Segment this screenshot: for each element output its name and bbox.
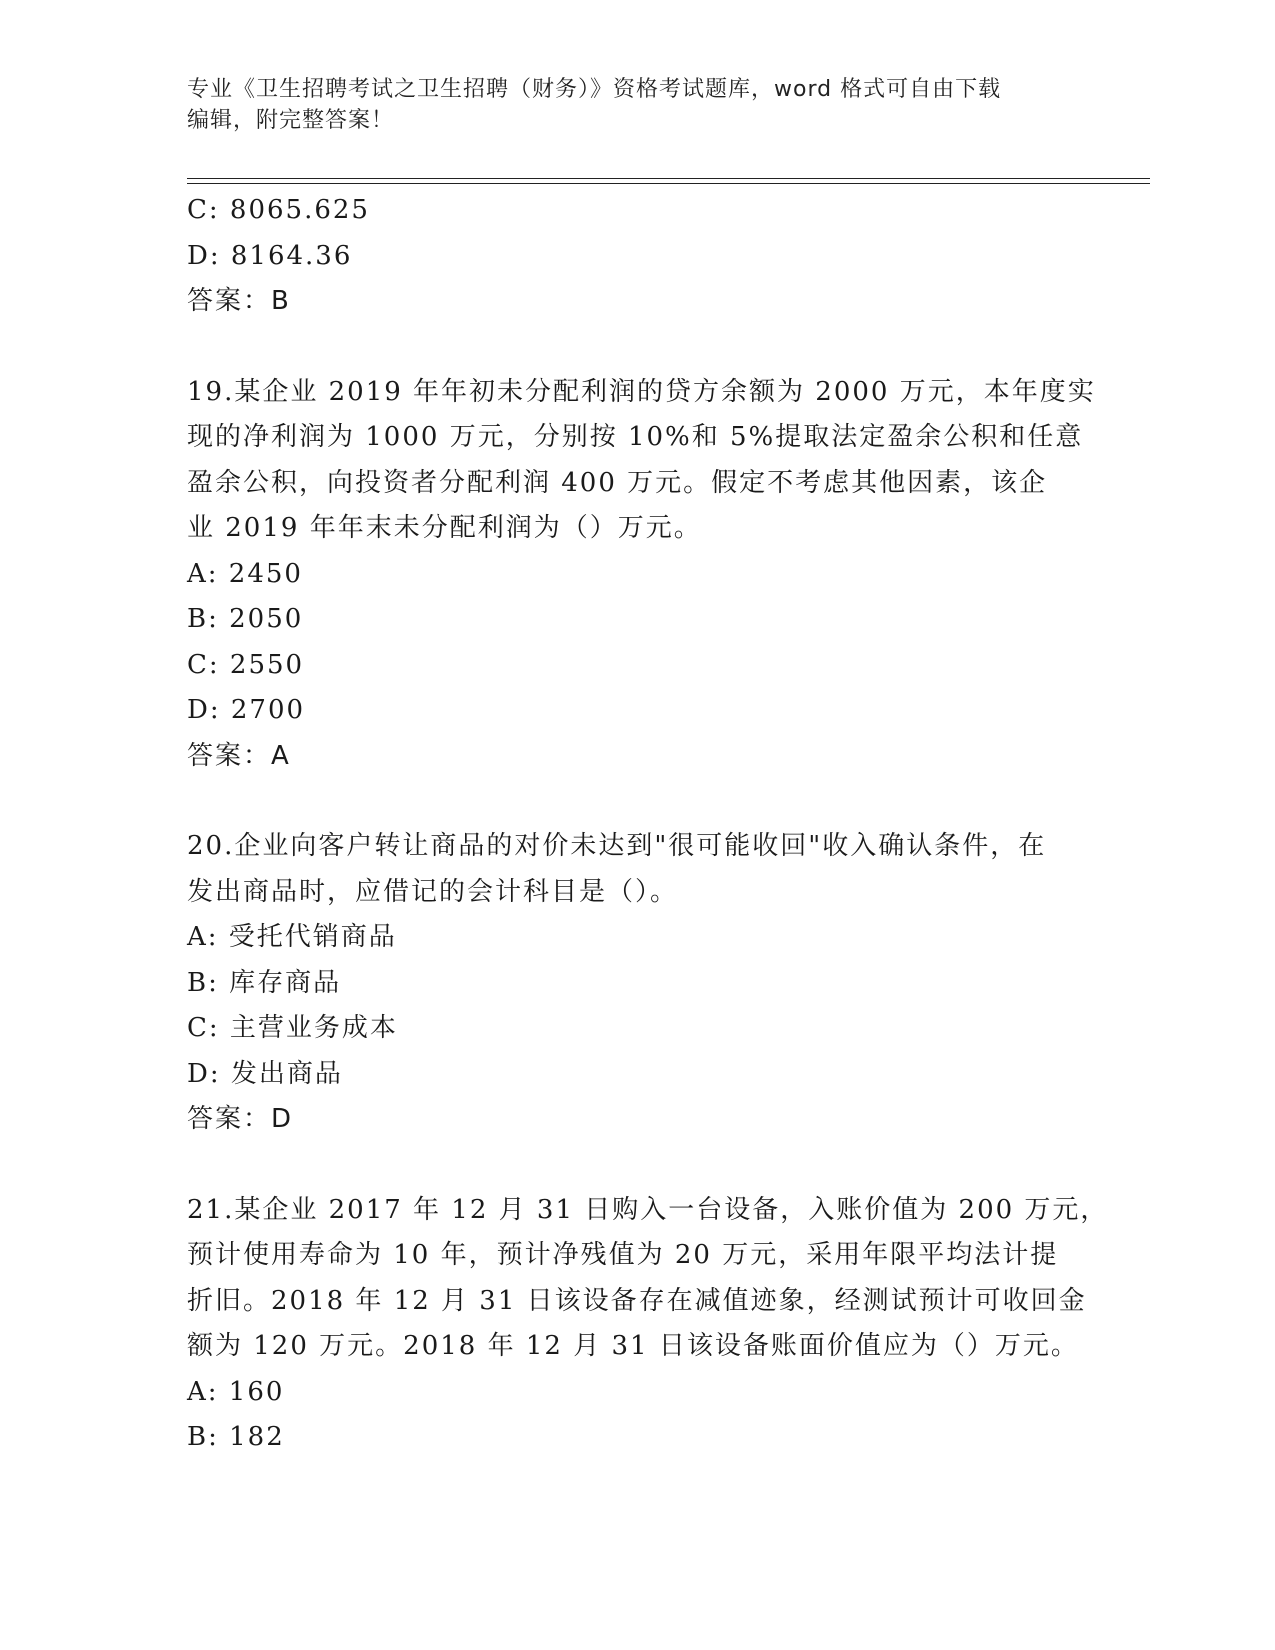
question-20-line-1: 20.企业向客户转让商品的对价未达到"很可能收回"收入确认条件，在 — [187, 831, 1047, 861]
header-line-1: 专业《卫生招聘考试之卫生招聘（财务）》资格考试题库，word 格式可自由下载 — [187, 77, 1002, 102]
header-divider-bottom — [187, 183, 1150, 184]
question-19-option-a: A: 2450 — [187, 558, 303, 589]
question-20-option-c: C: 主营业务成本 — [187, 1013, 398, 1043]
question-21-option-a: A: 160 — [187, 1376, 285, 1407]
question-20-text — [187, 824, 1077, 915]
question-20-option-d: D: 发出商品 — [187, 1058, 343, 1089]
header-line-2: 编辑，附完整答案！ — [187, 108, 395, 133]
prev-answer: 答案：B — [187, 286, 291, 316]
question-21-text — [187, 1188, 1109, 1370]
prev-option-c: C: 8065.625 — [187, 195, 370, 225]
question-19 — [187, 370, 1096, 780]
question-19-line-2: 现的净利润为 1000 万元，分别按 10%和 5%提取法定盈余公积和任意 — [187, 422, 1084, 452]
question-21-line-1: 21.某企业 2017 年 12 月 31 日购入一台设备，入账价值为 200 万元， — [187, 1194, 1109, 1225]
question-19-option-c: C: 2550 — [187, 649, 305, 680]
question-19-line-3: 盈余公积，向投资者分配利润 400 万元。假定不考虑其他因素，该企 — [187, 467, 1048, 498]
question-19-line-1: 19.某企业 2019 年年初未分配利润的贷方余额为 2000 万元，本年度实 — [187, 376, 1096, 407]
question-21-line-3: 折旧。2018 年 12 月 31 日该设备存在减值迹象，经测试预计可收回金 — [187, 1285, 1087, 1316]
question-21 — [187, 1188, 1109, 1461]
question-20 — [187, 824, 1077, 1143]
document-header — [187, 74, 1087, 136]
question-21-line-2: 预计使用寿命为 10 年，预计净残值为 20 万元，采用年限平均法计提 — [187, 1240, 1059, 1270]
header-divider-top — [187, 178, 1150, 179]
question-20-option-b: B: 库存商品 — [187, 967, 342, 998]
question-19-option-d: D: 2700 — [187, 695, 306, 725]
document-content — [187, 188, 1109, 1461]
question-20-answer: 答案：D — [187, 1104, 294, 1134]
question-21-option-b: B: 182 — [187, 1422, 285, 1452]
question-19-text — [187, 370, 1096, 552]
question-20-line-2: 发出商品时，应借记的会计科目是（）。 — [187, 876, 679, 907]
question-19-answer: 答案：A — [187, 740, 291, 771]
question-19-line-4: 业 2019 年年末未分配利润为（）万元。 — [187, 513, 702, 543]
question-20-option-a: A: 受托代销商品 — [187, 922, 397, 952]
question-21-line-4: 额为 120 万元。2018 年 12 月 31 日该设备账面价值应为（）万元。 — [187, 1331, 1079, 1361]
prev-option-d: D: 8164.36 — [187, 240, 353, 271]
question-19-option-b: B: 2050 — [187, 604, 304, 634]
prev-question-options — [187, 188, 1077, 325]
